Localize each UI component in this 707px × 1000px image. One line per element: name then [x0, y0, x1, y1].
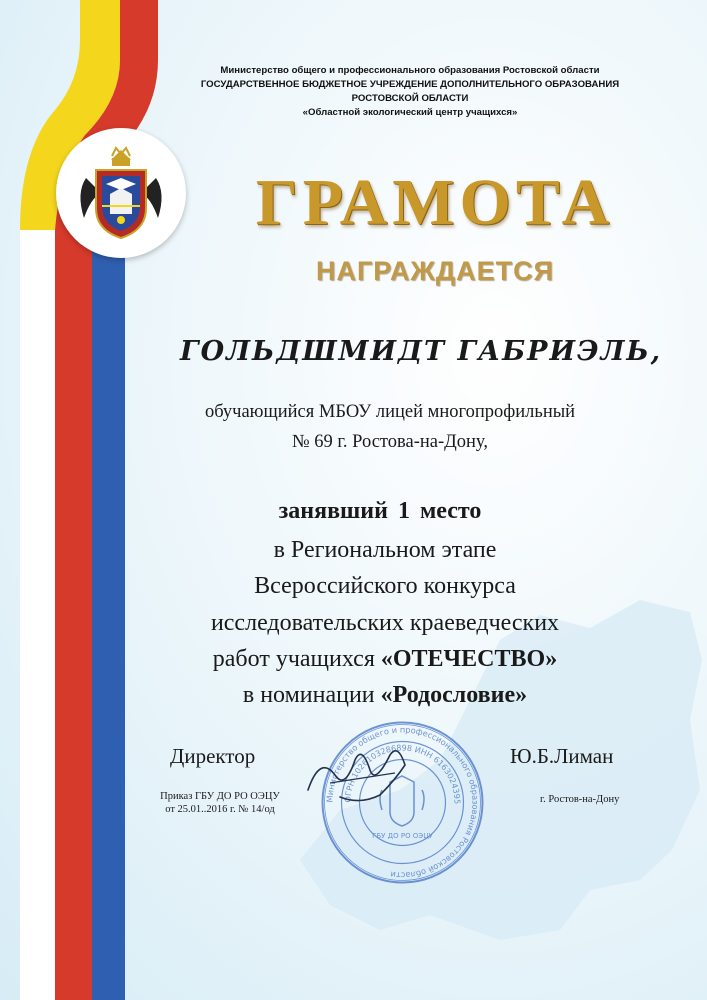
nomination-name: «Родословие» — [380, 682, 528, 709]
city-line: № 69 г. Ростова-на-Дону, — [292, 432, 488, 452]
region-line: РОСТОВСКОЙ ОБЛАСТИ — [351, 93, 469, 104]
director-name: Ю.Б.Лиман — [510, 744, 614, 768]
director-signature — [300, 735, 420, 810]
research-line: исследовательских краеведческих — [210, 609, 560, 636]
stage-line: в Региональном этапе — [273, 537, 497, 563]
order-reference — [140, 790, 300, 816]
institution-line: ГОСУДАРСТВЕННОЕ БЮДЖЕТНОЕ УЧРЕЖДЕНИЕ ДОПОЛНИТЕЛЬНОГО ОБРАЗОВАНИЯ — [200, 79, 620, 90]
stamp-outer-text: Министерство общего и профессионального образования Ростовской области — [324, 724, 481, 881]
rostov-coat-of-arms-icon — [66, 138, 176, 248]
award-description — [150, 532, 620, 713]
order-line-2: от 25.01..2016 г. № 14/од — [165, 804, 275, 815]
certificate-title: ГРАМОТА — [255, 166, 615, 239]
recipient-name: ГОЛЬДШМИДТ ГАБРИЭЛЬ, — [180, 336, 663, 367]
works-prefix: работ учащихся — [212, 645, 381, 672]
center-name-line: «Областной экологический центр учащихся» — [302, 107, 518, 118]
nomination-line — [150, 677, 620, 713]
director-label: Директор — [170, 744, 256, 768]
awarded-caption: НАГРАЖДАЕТСЯ — [316, 256, 554, 286]
award-place: занявший 1 место — [278, 498, 482, 524]
issue-city: г. Ростов-на-Дону — [540, 794, 620, 805]
issuer-header — [130, 64, 690, 120]
stamp-center-text: ГБУ ДО РО ОЭЦУ — [372, 832, 433, 840]
stamp-inner-text: ОГРН 1026103286898 ИНН 6163024395 — [343, 743, 462, 805]
nomination-prefix: в номинации — [242, 682, 381, 709]
order-line-1: Приказ ГБУ ДО РО ОЭЦУ — [160, 791, 280, 802]
contest-name: «ОТЕЧЕСТВО» — [380, 645, 558, 672]
contest-line: Всероссийского конкурса — [254, 573, 516, 600]
ministry-line: Министерство общего и профессионального образования Ростовской области — [220, 65, 600, 76]
school-line: обучающийся МБОУ лицей многопрофильный — [204, 402, 576, 422]
recipient-details — [170, 397, 610, 457]
works-line — [150, 641, 620, 677]
